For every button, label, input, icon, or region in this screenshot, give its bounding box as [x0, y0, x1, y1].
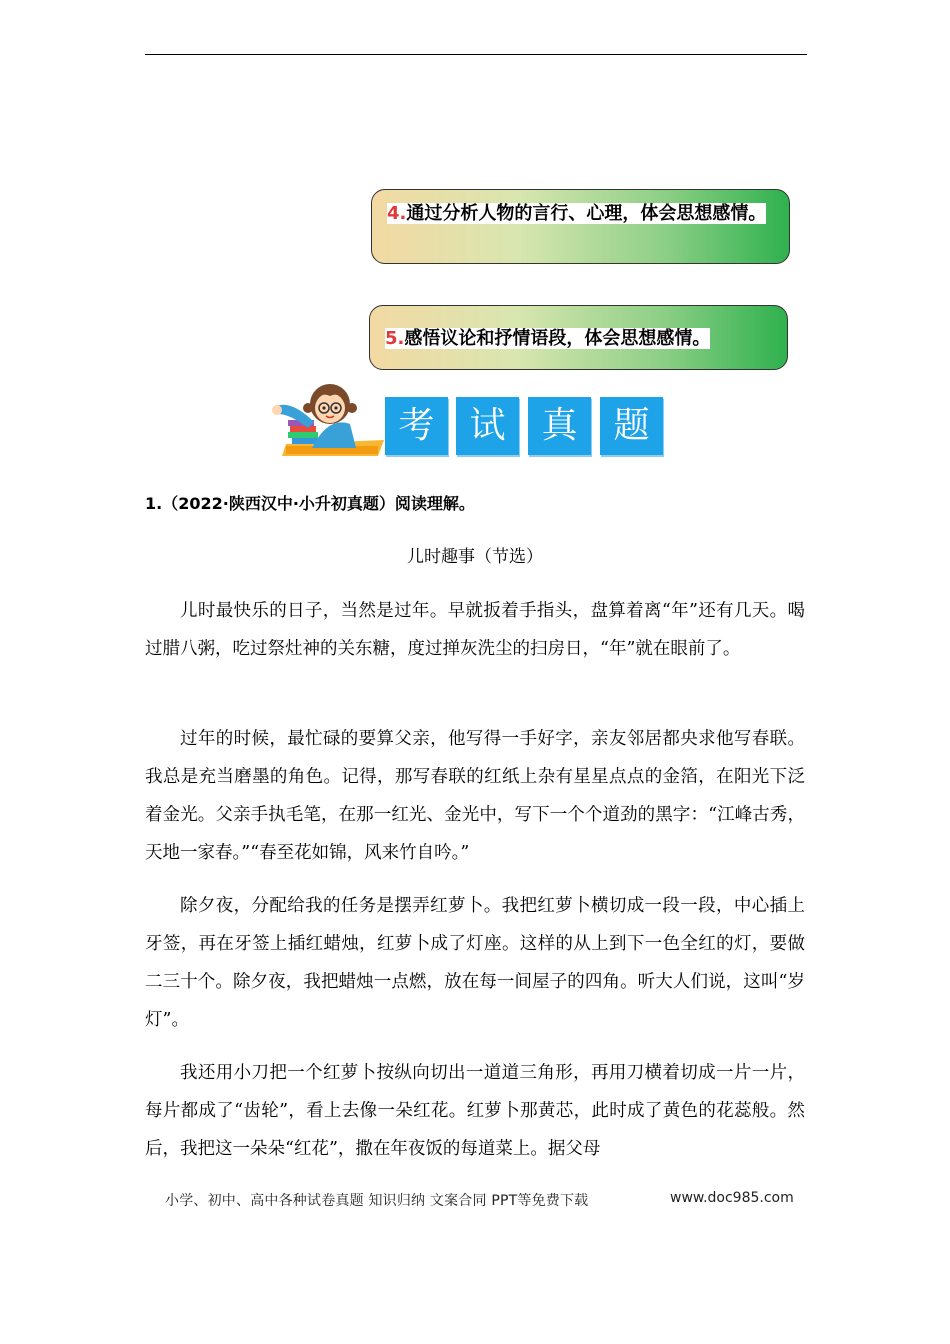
tip-box-5 — [369, 305, 788, 370]
banner-char-1: 考 — [385, 397, 448, 455]
tip-number-5: 5. — [385, 328, 405, 349]
paragraph-1: 儿时最快乐的日子，当然是过年。早就扳着手指头，盘算着离“年”还有几天。喝过腊八粥，吃过祭灶神的关东糖，度过掸灰洗尘的扫房日，“年”就在眼前了。 — [145, 601, 805, 659]
tip-content-5: 感悟议论和抒情语段，体会思想感情。 — [404, 328, 711, 349]
banner-char-3: 真 — [528, 397, 591, 455]
article-title: 儿时趣事（节选） — [407, 547, 543, 567]
footer-text: 小学、初中、高中各种试卷真题 知识归纳 文案合同 PPT等免费下载 — [165, 1193, 589, 1209]
paragraph-2: 过年的时候，最忙碌的要算父亲，他写得一手好字，亲友邻居都央求他写春联。我总是充当磨墨的角色。记得，那写春联的红纸上杂有星星点点的金箔，在阳光下泛着金光。父亲手执毛笔，在那一红光、金光中，写下一个个道劲的黑字：“江峰古秀，天地一家春。”“春至花如锦，风来竹自吟。” — [145, 729, 805, 863]
banner-char-4: 题 — [600, 397, 663, 455]
footer-website: www.doc985.com — [670, 1190, 794, 1206]
header-rule — [145, 54, 807, 55]
tip-box-4 — [371, 189, 790, 264]
tip-text-5 — [385, 325, 780, 352]
tip-number-4: 4. — [387, 203, 407, 224]
paragraph-4: 我还用小刀把一个红萝卜按纵向切出一道道三角形，再用刀横着切成一片一片，每片都成了“齿轮”，看上去像一朵红花。红萝卜那黄芯，此时成了黄色的花蕊般。然后，我把这一朵朵“红花”，撒在年夜饭的每道菜上。据父母 — [145, 1063, 805, 1159]
tip-text-4 — [387, 200, 782, 227]
banner-char-2: 试 — [456, 397, 519, 455]
girl-reading-illustration-icon — [272, 378, 384, 458]
paragraph-3: 除夕夜，分配给我的任务是摆弄红萝卜。我把红萝卜横切成一段一段，中心插上牙签，再在牙签上插红蜡烛，红萝卜成了灯座。这样的从上到下一色全红的灯，要做二三十个。除夕夜，我把蜡烛一点燃，放在每一间屋子的四角。听大人们说，这叫“岁灯”。 — [145, 896, 805, 1030]
question-title: 1.（2022·陕西汉中·小升初真题）阅读理解。 — [145, 494, 475, 513]
tip-content-4: 通过分析人物的言行、心理，体会思想感情。 — [406, 203, 767, 224]
